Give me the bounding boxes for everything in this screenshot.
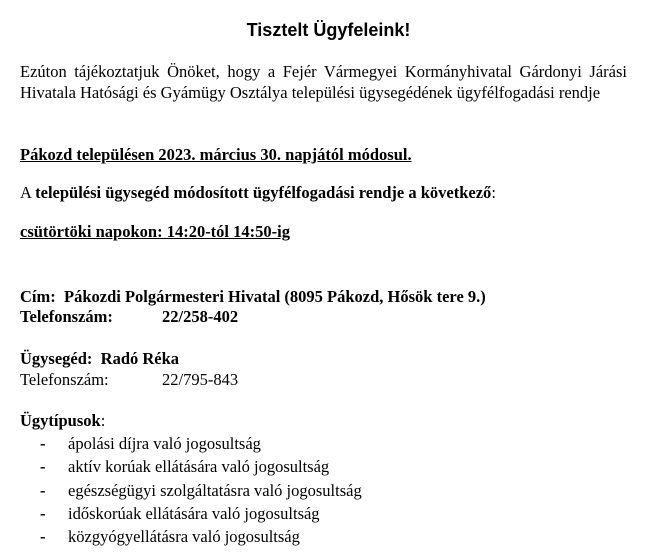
list-item xyxy=(40,455,362,478)
agent-label: Ügysegéd: xyxy=(20,349,93,368)
change-notice: Pákozd településen 2023. március 30. napjától módosul. xyxy=(20,145,412,164)
agent-row xyxy=(20,349,179,368)
office-phone-row xyxy=(20,307,238,326)
bullet-dash: - xyxy=(40,527,46,547)
bullet-dash: - xyxy=(40,480,46,500)
office-phone-label: Telefonszám: xyxy=(20,307,113,326)
list-item-text: aktív korúak ellátására való jogosultság xyxy=(68,457,330,477)
office-address-row xyxy=(20,287,486,306)
agent-phone-value: 22/795-843 xyxy=(162,370,239,389)
office-phone-value: 22/258-402 xyxy=(162,307,239,326)
bullet-dash: - xyxy=(40,457,46,477)
address-value: Pákozdi Polgármesteri Hivatal (8095 Pákozd, Hősök tere 9.) xyxy=(64,287,486,306)
list-item-text: közgyógyellátásra való jogosultság xyxy=(68,527,300,547)
case-types-label: Ügytípusok xyxy=(20,411,101,430)
list-item-text: ápolási díjra való jogosultság xyxy=(68,434,261,453)
case-types-colon: : xyxy=(100,411,106,430)
list-item xyxy=(40,432,362,455)
schedule-intro xyxy=(20,183,496,202)
list-item xyxy=(40,525,362,548)
list-item-text: egészségügyi szolgáltatásra való jogosultság xyxy=(68,480,362,500)
case-types-list xyxy=(40,432,362,548)
page-title: Tisztelt Ügyfeleink! xyxy=(246,20,411,40)
schedule-hours: csütörtöki napokon: 14:20-tól 14:50-ig xyxy=(20,222,290,241)
list-item-text: időskorúak ellátására való jogosultság xyxy=(68,503,320,523)
list-item xyxy=(40,479,362,502)
bullet-dash: - xyxy=(40,503,46,523)
agent-phone-row xyxy=(20,370,238,389)
schedule-intro-text: települési ügysegéd módosított ügyfélfogadási rendje a következő xyxy=(35,183,492,202)
list-item xyxy=(40,502,362,525)
schedule-intro-prefix: A xyxy=(20,183,36,202)
address-label: Cím: xyxy=(20,287,56,306)
agent-name: Radó Réka xyxy=(100,349,180,368)
bullet-dash: - xyxy=(40,434,46,453)
intro-paragraph: Ezúton tájékoztatjuk Önöket, hogy a Fejér Vármegyei Kormányhivatal Gárdonyi Járási Hivatala Hatósági és Gyámügy Osztálya települési ügysegédének ügyfélfogadási rendje xyxy=(20,62,627,102)
case-types-heading xyxy=(20,411,105,430)
schedule-intro-suffix: : xyxy=(491,183,496,202)
agent-phone-label: Telefonszám: xyxy=(20,370,109,389)
